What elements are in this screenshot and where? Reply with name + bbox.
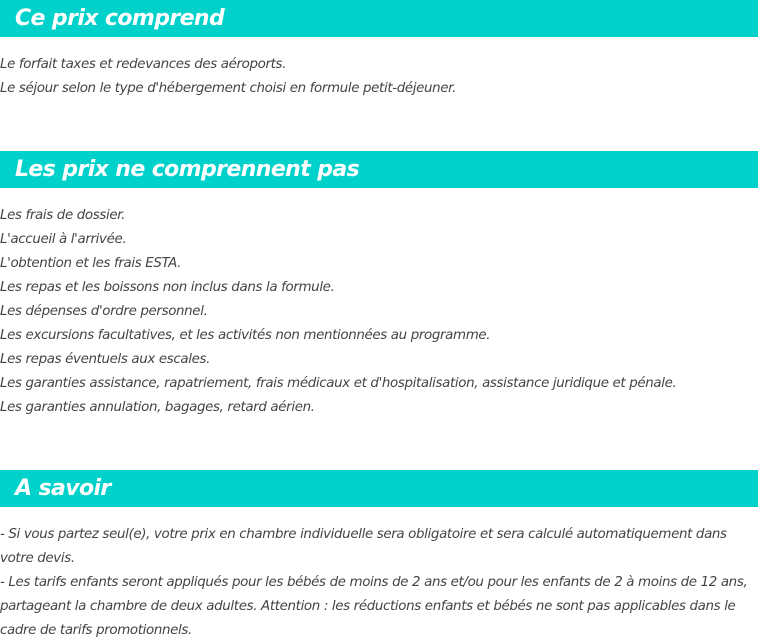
list-item: L'obtention et les frais ESTA. — [0, 256, 182, 271]
section-heading-included: Ce prix comprend — [0, 0, 758, 37]
list-item: Les garanties annulation, bagages, retard aérien. — [0, 400, 315, 415]
included-list — [0, 53, 758, 101]
list-item: L'accueil à l'arrivée. — [0, 232, 127, 247]
section-heading-not-included: Les prix ne comprennent pas — [0, 151, 758, 188]
not-included-list — [0, 204, 758, 420]
good-to-know-text — [0, 523, 758, 643]
note-paragraph: - Si vous partez seul(e), votre prix en chambre individuelle sera obligatoire et sera calculé automatiquement dans votre devis. — [0, 527, 727, 566]
section-heading-good-to-know: A savoir — [0, 470, 758, 507]
list-item: Les frais de dossier. — [0, 208, 126, 223]
list-item: Les garanties assistance, rapatriement, frais médicaux et d'hospitalisation, assistance juridique et pénale. — [0, 376, 677, 391]
list-item: Les excursions facultatives, et les activités non mentionnées au programme. — [0, 328, 491, 343]
list-item: Les dépenses d'ordre personnel. — [0, 304, 208, 319]
list-item: Les repas éventuels aux escales. — [0, 352, 211, 367]
list-item: Les repas et les boissons non inclus dans la formule. — [0, 280, 335, 295]
note-paragraph: - Les tarifs enfants seront appliqués pour les bébés de moins de 2 ans et/ou pour les enfants de 2 à moins de 12 ans, partageant la chambre de deux adultes. Attention : les réductions enfants et bébés ne sont pas applicables dans le cadre de tarifs promotionnels. — [0, 575, 748, 638]
list-item: Le forfait taxes et redevances des aéroports. — [0, 57, 287, 72]
list-item: Le séjour selon le type d'hébergement choisi en formule petit-déjeuner. — [0, 81, 456, 96]
